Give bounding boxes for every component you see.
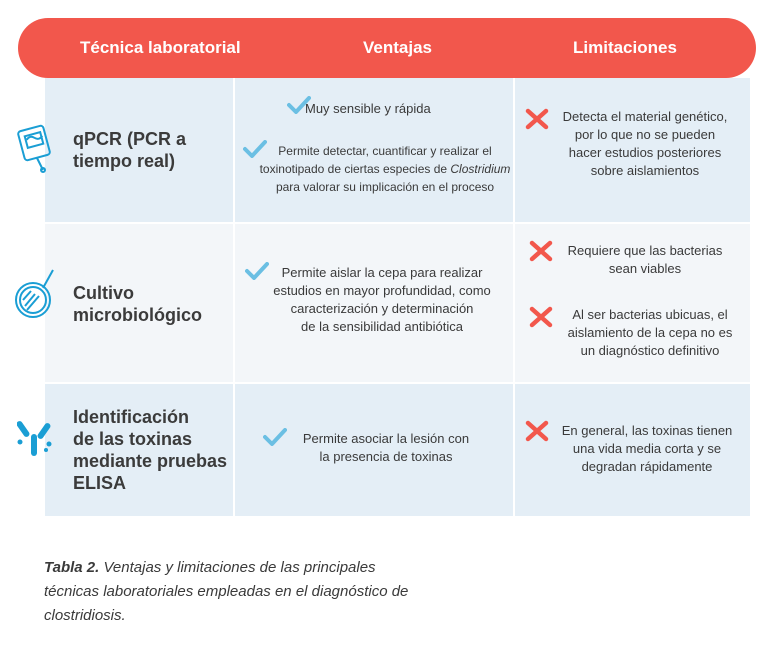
cross-icon xyxy=(529,306,553,328)
advantage-item: Permite asociar la lesión con la presencia de toxinas xyxy=(302,431,470,464)
caption-line: técnicas laboratoriales empleadas en el diagnóstico de xyxy=(44,583,409,600)
pcr-device-icon xyxy=(17,124,57,174)
technique-name-line: Identificación xyxy=(73,407,190,427)
technique-name-line: tiempo real) xyxy=(73,151,176,171)
cross-icon xyxy=(525,420,549,442)
technique-cell xyxy=(45,78,233,222)
technique-name-line: microbiológico xyxy=(73,305,203,325)
limitation-item: Requiere que las bacterias sean viables xyxy=(567,243,723,276)
limitation-item: Detecta el material genético, por lo que no se pueden hacer estudios posteriores sobre aislamientos xyxy=(562,109,728,178)
table-header xyxy=(18,18,756,78)
header-advantages: Ventajas xyxy=(363,38,432,57)
advantages-cell xyxy=(235,224,513,382)
caption-line: clostridiosis. xyxy=(44,607,126,624)
technique-cell xyxy=(45,384,233,516)
advantages-cell xyxy=(235,384,513,516)
technique-name-line: Cultivo xyxy=(73,283,134,303)
limitation-item: En general, las toxinas tienen una vida media corta y se degradan rápidamente xyxy=(561,423,733,474)
technique-name-line: ELISA xyxy=(73,473,127,493)
technique-name-line: de las toxinas xyxy=(73,429,193,449)
header-limitations: Limitaciones xyxy=(573,38,677,57)
petri-dish-icon xyxy=(13,268,57,322)
caption-line: Ventajas y limitaciones de las principales xyxy=(99,559,376,576)
cross-icon xyxy=(529,240,553,262)
table-row-qpcr xyxy=(45,78,750,222)
technique-name-line: qPCR (PCR a xyxy=(73,129,187,149)
technique-cell xyxy=(45,224,233,382)
table-row-cultivo xyxy=(45,224,750,382)
advantage-item: Permite detectar, cuantificar y realizar el toxinotipado de ciertas especies de Clostridium para valorar su implicación en el proceso xyxy=(259,144,511,194)
table-row-elisa xyxy=(45,384,750,516)
antibody-icon xyxy=(17,418,53,458)
advantage-item: Permite aislar la cepa para realizar estudios en mayor profundidad, como caracterización y determinación de la sensibilidad antibiótica xyxy=(273,265,491,334)
advantage-item: Muy sensible y rápida xyxy=(305,101,431,116)
technique-name-line: mediante pruebas xyxy=(73,451,228,471)
limitations-cell xyxy=(515,384,750,516)
species-name: Clostridium xyxy=(450,162,511,176)
header-technique: Técnica laboratorial xyxy=(80,38,241,57)
caption-label: Tabla 2. xyxy=(44,559,100,576)
limitation-item: Al ser bacterias ubicuas, el aislamiento de la cepa no es un diagnóstico definitivo xyxy=(567,307,733,358)
limitations-cell xyxy=(515,78,750,222)
limitations-cell xyxy=(515,224,750,382)
table-caption xyxy=(44,556,464,628)
advantages-cell xyxy=(235,78,513,222)
